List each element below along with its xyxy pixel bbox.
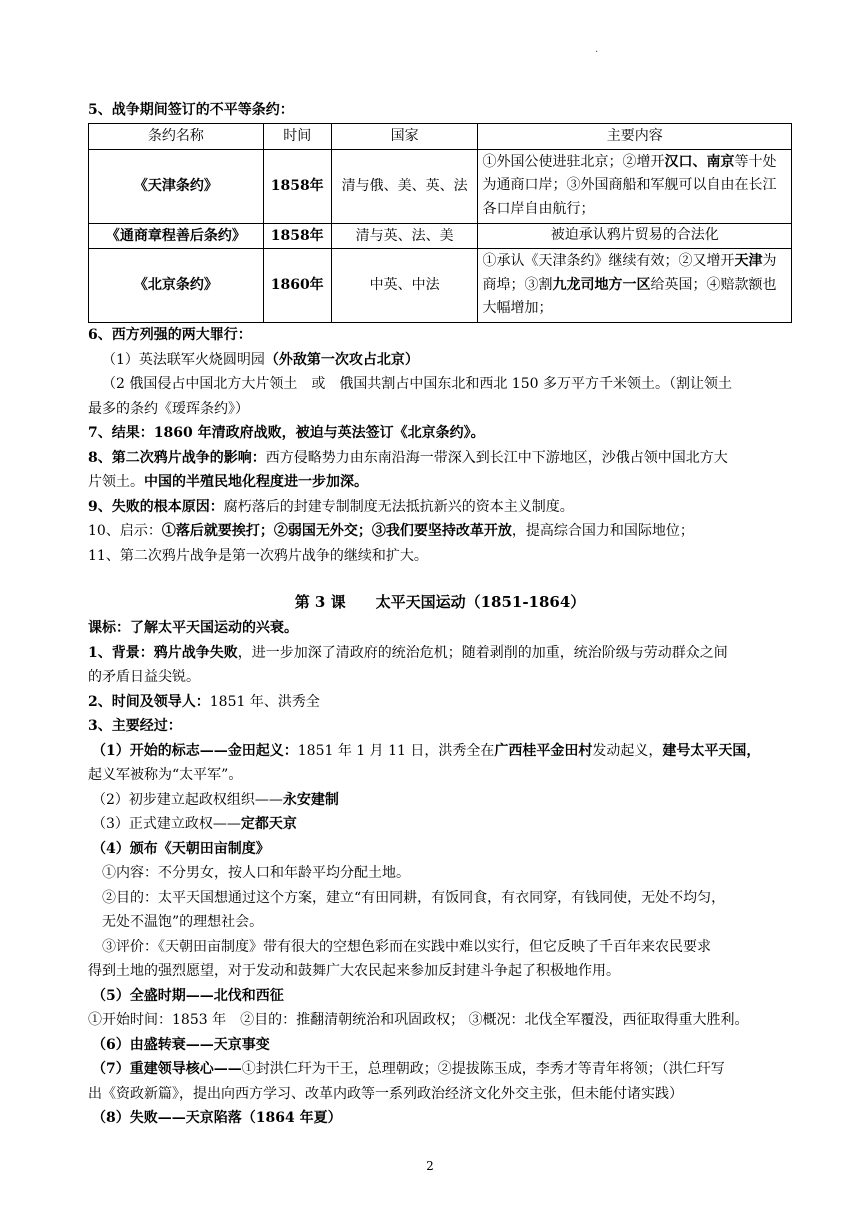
process-1 xyxy=(88,739,792,764)
section-10 xyxy=(88,519,792,544)
item-text: （1）英法联军火烧圆明园 xyxy=(102,351,265,368)
table-row xyxy=(89,149,792,223)
treaty-time: 1860年 xyxy=(263,249,331,323)
content-text: ①承认《天津条约》继续有效；②又增开 xyxy=(482,253,735,270)
process-6: （6）由盛转衰——天京事变 xyxy=(92,1036,270,1053)
section-8-cont xyxy=(88,470,792,495)
table-header-row xyxy=(89,123,792,149)
process-5: （5）全盛时期——北伐和西征 xyxy=(92,987,284,1004)
time-label: 2、时间及领导人： xyxy=(88,693,210,710)
process-4-content: ①内容：不分男女，按人口和年龄平均分配土地。 xyxy=(102,865,410,881)
process-1-label: （1）开始的标志——金田起义： xyxy=(92,742,298,759)
header-country: 国家 xyxy=(331,123,478,149)
process-3-text: （3）正式建立政权—— xyxy=(92,816,241,832)
content-text: 给英国；④赔款额也大幅增加； xyxy=(482,276,777,317)
treaty-name: 《通商章程善后条约》 xyxy=(89,223,264,249)
section-11: 11、第二次鸦片战争是第一次鸦片战争的继续和扩大。 xyxy=(88,547,428,564)
content-text: 等十处为通商口岸；③外国商船和军舰可以自由在长江各口岸自由航行； xyxy=(482,153,777,217)
section-9-label: 9、失败的根本原因： xyxy=(88,498,224,515)
process-4-evaluation-cont: 得到土地的强烈愿望，对于发动和鼓舞广大农民起来参加反封建斗争起了积极地作用。 xyxy=(88,963,620,979)
document-content xyxy=(88,98,792,1131)
section-8 xyxy=(88,446,792,471)
content-bold: 九龙司地方一区 xyxy=(552,276,651,293)
section-10-bold: ①落后就要挨打；②弱国无外交；③我们要坚持改革开放 xyxy=(161,523,512,539)
content-bold: 汉口、南京 xyxy=(664,153,735,170)
treaties-heading: 5、战争期间签订的不平等条约： xyxy=(88,102,294,118)
process-3 xyxy=(88,812,792,837)
section-8-bold: 中国的半殖民地化程度进一步加深。 xyxy=(144,474,368,490)
process-2-bold: 永安建制 xyxy=(282,791,339,808)
treaty-name: 《北京条约》 xyxy=(89,249,264,323)
section-6-item-2: （2 俄国侵占中国北方大片领土 或 俄国共割占中国东北和西北 150 多万平方千米领土。（割让领土 xyxy=(102,376,732,392)
background-cont: 的矛盾日益尖锐。 xyxy=(88,669,200,685)
background xyxy=(88,641,792,666)
process-1-place: 广西桂平金田村 xyxy=(494,742,593,759)
process-1-cont: 起义军被称为“太平军”。 xyxy=(88,767,243,783)
treaty-name: 《天津条约》 xyxy=(89,149,264,223)
content-text: ①外国公使进驻北京；②增开 xyxy=(482,153,665,170)
section-6-item-2-cont: 最多的条约《瑷珲条约》） xyxy=(88,400,249,417)
process-4-purpose: ②目的：太平天国想通过这个方案，建立“有田同耕，有饭同食，有衣同穿，有钱同使，无处不均匀， xyxy=(102,889,726,906)
section-7: 7、结果：1860 年清政府战败，被迫与英法签订《北京条约》。 xyxy=(88,425,485,441)
process-2 xyxy=(88,788,792,813)
page-number: 2 xyxy=(426,1159,434,1173)
section-10-text: ，提高综合国力和国际地位； xyxy=(511,523,694,539)
process-4-purpose-cont: 无处不温饱”的理想社会。 xyxy=(102,914,264,930)
section-9 xyxy=(88,495,792,520)
treaty-content xyxy=(478,149,792,223)
header-mark: . xyxy=(595,44,599,55)
process-7-label: （7）重建领导核心—— xyxy=(92,1061,242,1077)
process-7-text: ①封洪仁玕为干王，总理朝政；②提拔陈玉成，李秀才等青年将领；（洪仁玕写 xyxy=(241,1061,725,1077)
section-6-heading: 6、西方列强的两大罪行： xyxy=(88,327,252,343)
header-name: 条约名称 xyxy=(89,123,264,149)
section-8-text: 西方侵略势力由东南沿海一带深入到长江中下游地区，沙俄占领中国北方大 xyxy=(265,449,728,466)
process-7 xyxy=(88,1057,792,1082)
process-1-bold: 建号太平天国， xyxy=(662,742,761,759)
background-text: ，进一步加深了清政府的统治危机；随着剥削的加重，统治阶级与劳动群众之间 xyxy=(237,644,728,661)
main-process-heading: 3、主要经过： xyxy=(88,718,182,734)
lesson-title: 第 3 课 太平天国运动（1851-1864） xyxy=(294,593,586,611)
section-8-label: 8、第二次鸦片战争的影响： xyxy=(88,449,266,466)
process-1-text: 1851 年 1 月 11 日，洪秀全在 xyxy=(297,742,495,759)
section-9-text: 腐朽落后的封建专制制度无法抵抗新兴的资本主义制度。 xyxy=(223,498,574,515)
table-row xyxy=(89,249,792,323)
item-bold: （外敌第一次攻占北京） xyxy=(264,351,419,368)
treaty-content xyxy=(478,249,792,323)
course-standard: 课标：了解太平天国运动的兴衰。 xyxy=(88,620,298,636)
treaty-content xyxy=(478,223,792,249)
section-8-text2: 片领土。 xyxy=(88,474,144,490)
content-bold: 天津 xyxy=(734,253,763,270)
process-5-detail: ①开始时间：1853 年 ②目的：推翻清朝统治和巩固政权； ③概况：北伐全军覆没，西征取得重大胜利。 xyxy=(88,1012,749,1028)
content-text: 被迫承认鸦片贸易的合法化 xyxy=(550,227,719,243)
table-row xyxy=(89,223,792,249)
content-text: 为商埠；③割 xyxy=(482,253,777,293)
treaty-country: 清与俄、美、英、法 xyxy=(331,149,478,223)
header-time: 时间 xyxy=(263,123,331,149)
process-8: （8）失败——天京陷落（1864 年夏） xyxy=(92,1110,342,1126)
treaty-country: 中英、中法 xyxy=(331,249,478,323)
background-bold: 鸦片战争失败 xyxy=(153,644,238,661)
treaty-country: 清与英、法、美 xyxy=(331,223,478,249)
section-6-item-1 xyxy=(88,348,792,373)
treaty-time: 1858年 xyxy=(263,149,331,223)
header-content: 主要内容 xyxy=(478,123,792,149)
process-1-text2: 发动起义， xyxy=(592,742,663,759)
time-text: 1851 年、洪秀全 xyxy=(209,693,320,710)
time-leader xyxy=(88,690,792,715)
process-7-cont: 出《资政新篇》，提出向西方学习、改革内政等一系列政治经济文化外交主张，但未能付诸实践） xyxy=(88,1085,683,1102)
treaties-table xyxy=(88,123,792,324)
process-4-evaluation: ③评价：《天朝田亩制度》带有很大的空想色彩而在实践中难以实行，但它反映了千百年来农民要求 xyxy=(102,938,711,955)
treaty-time: 1858年 xyxy=(263,223,331,249)
process-4: （4）颁布《天朝田亩制度》 xyxy=(92,840,270,857)
background-label: 1、背景： xyxy=(88,644,154,661)
process-3-bold: 定都天京 xyxy=(240,816,297,832)
section-10-label: 10、启示： xyxy=(88,523,162,539)
process-2-text: （2）初步建立起政权组织—— xyxy=(92,791,283,808)
